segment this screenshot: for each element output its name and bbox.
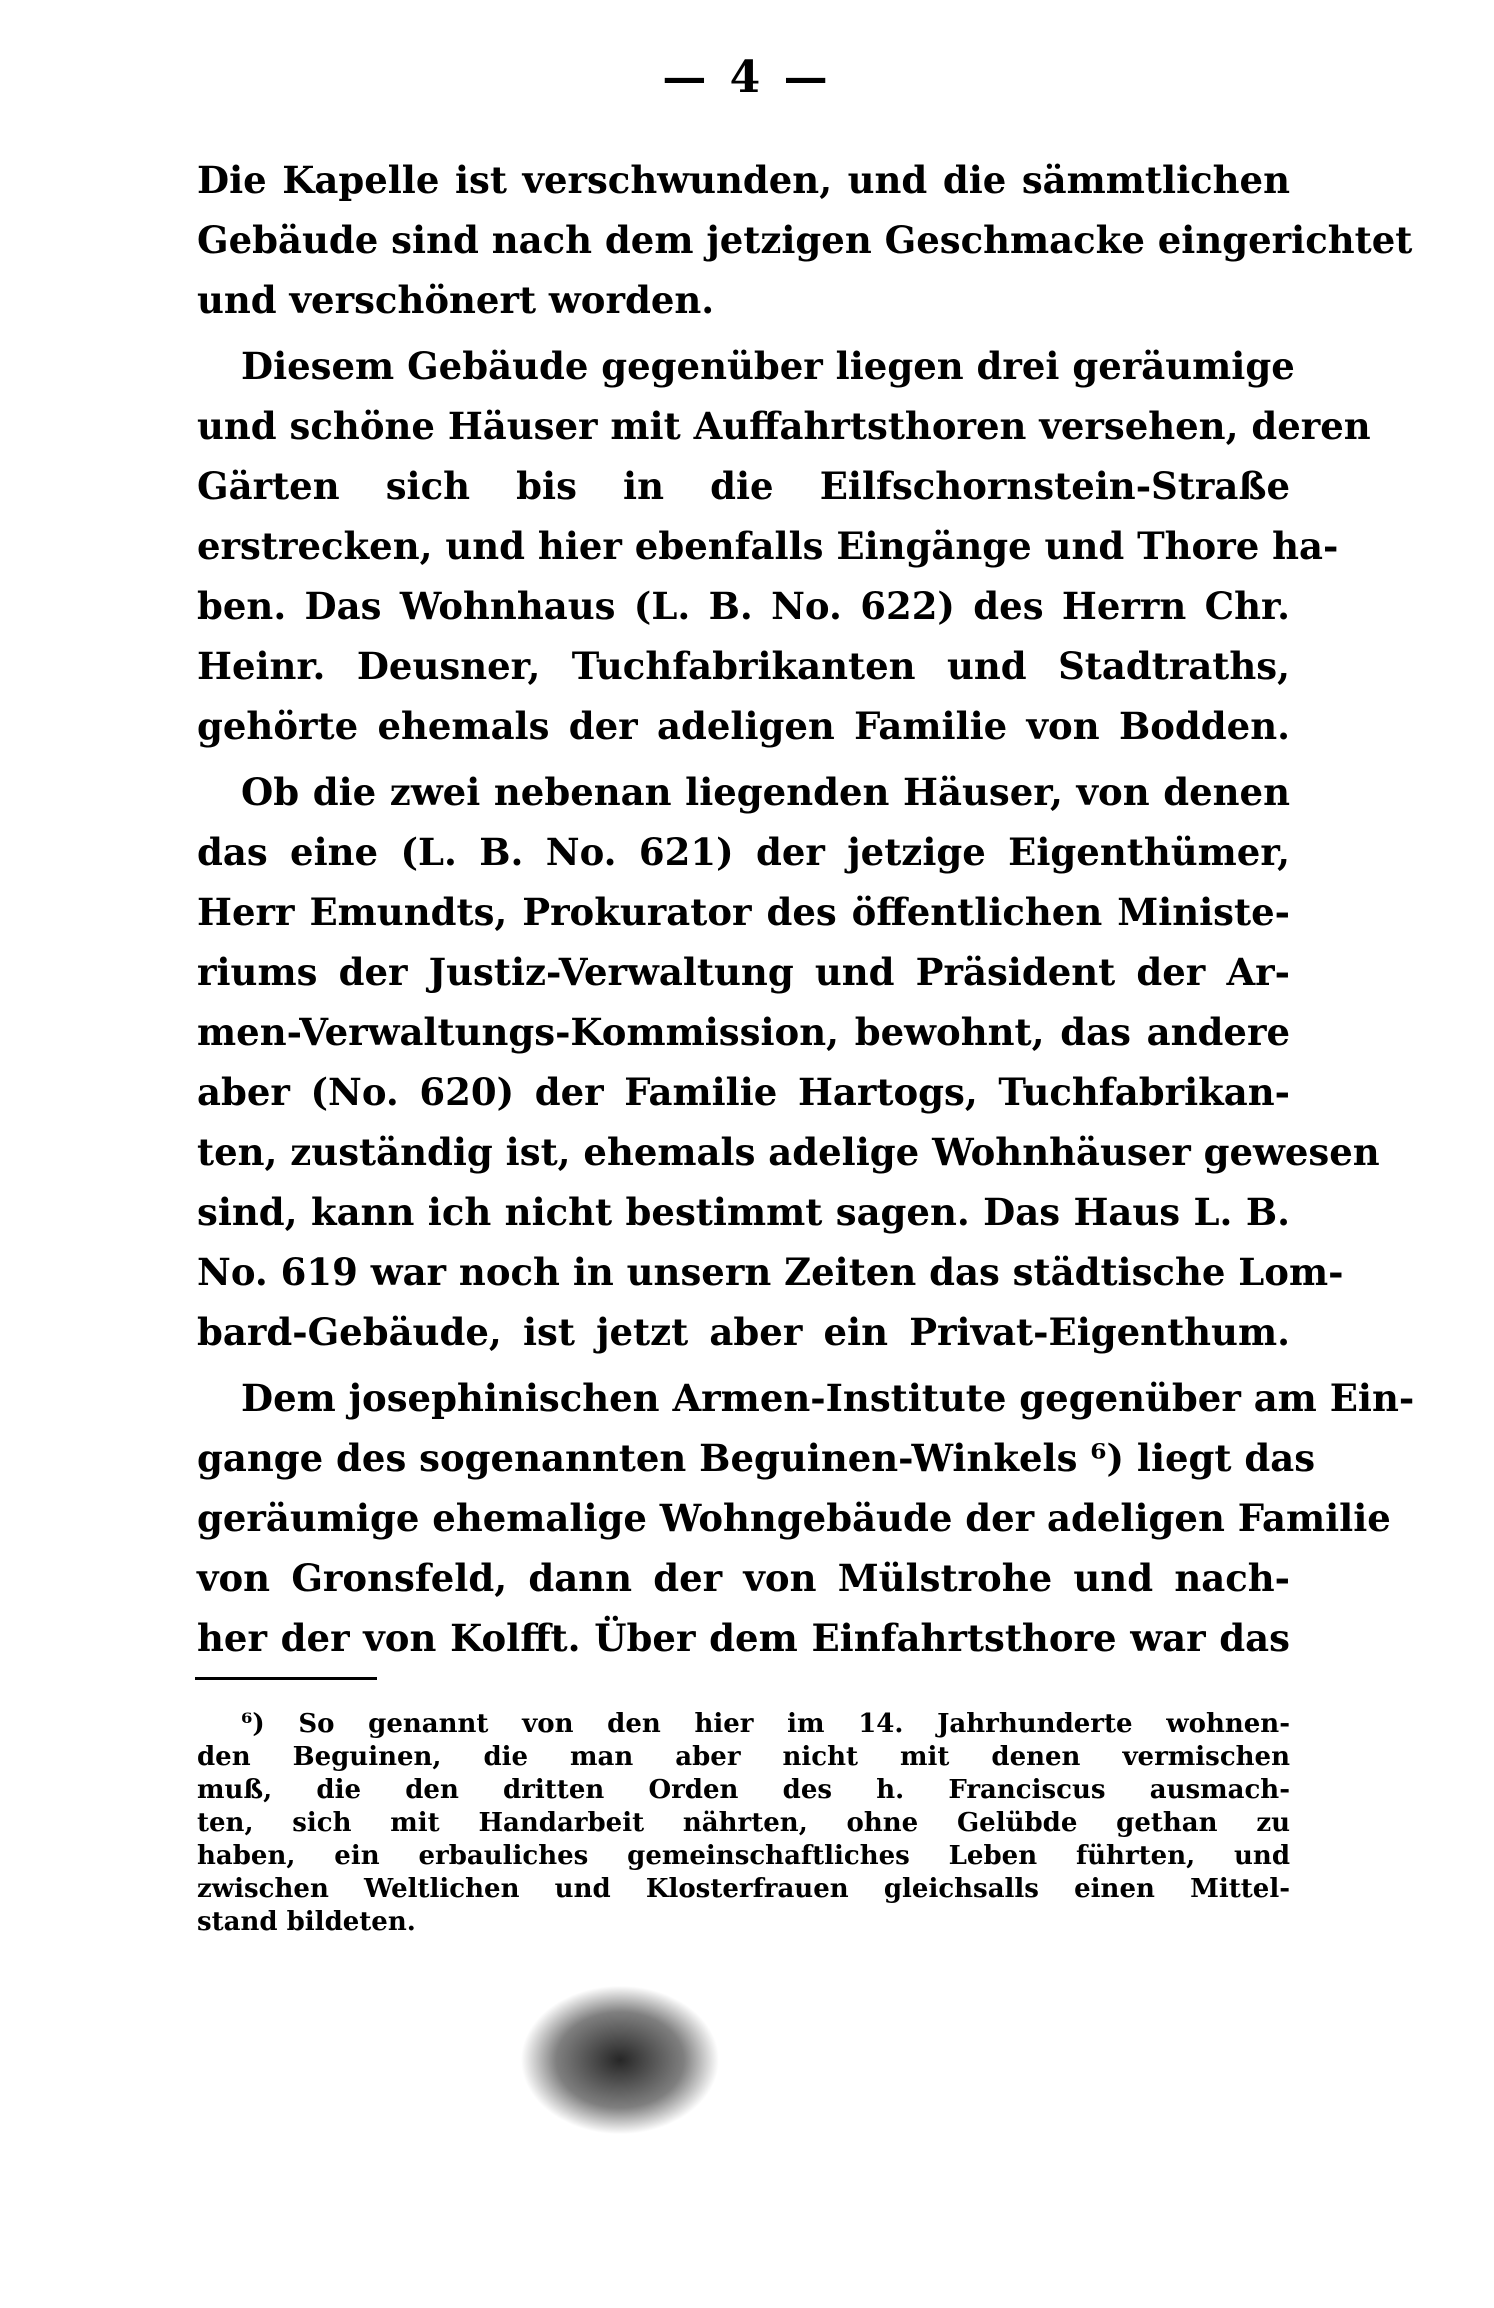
paragraph (197, 762, 1380, 1362)
text-line: erstrecken, und hier ebenfalls Eingänge und Thore ha- (197, 524, 1339, 568)
text-line: bard-Gebäude, ist jetzt aber ein Privat-Eigenthum. (197, 1310, 1290, 1354)
footnote-line: muß, die den dritten Orden des h. Franciscus ausmach- (197, 1775, 1290, 1805)
text-line: Gärten sich bis in die Eilfschornstein-Straße (197, 464, 1290, 508)
text-line: gehörte ehemals der adeligen Familie von Bodden. (197, 704, 1290, 748)
paragraph (197, 150, 1413, 330)
text-line: das eine (L. B. No. 621) der jetzige Eigenthümer, (197, 830, 1290, 874)
text-line: Dem josephinischen Armen-Institute gegenüber am Ein- (241, 1376, 1415, 1420)
text-line: geräumige ehemalige Wohngebäude der adeligen Familie (197, 1496, 1391, 1540)
footnote-line: ten, sich mit Handarbeit nährten, ohne Gelübde gethan zu (197, 1808, 1290, 1838)
footnote-line: den Beguinen, die man aber nicht mit denen vermischen (197, 1742, 1290, 1772)
footnote-divider (195, 1677, 377, 1680)
text-line: riums der Justiz-Verwaltung und Präsident der Ar- (197, 950, 1290, 994)
footnote-line: ⁶) So genannt von den hier im 14. Jahrhunderte wohnen- (241, 1709, 1290, 1739)
text-line: ten, zuständig ist, ehemals adelige Wohnhäuser gewesen (197, 1130, 1380, 1174)
text-line: her der von Kolfft. Über dem Einfahrtsthore war das (197, 1616, 1290, 1660)
footnote-line: haben, ein erbauliches gemeinschaftliches Leben führten, und (197, 1841, 1290, 1871)
footnote-line: stand bildeten. (197, 1907, 416, 1937)
text-line: sind, kann ich nicht bestimmt sagen. Das Haus L. B. (197, 1190, 1290, 1234)
paragraph (197, 1368, 1415, 1668)
paragraph (197, 336, 1371, 756)
text-line: Die Kapelle ist verschwunden, und die sämmtlichen (197, 158, 1290, 202)
text-line: von Gronsfeld, dann der von Mülstrohe und nach- (197, 1556, 1290, 1600)
main-text (197, 150, 1415, 1674)
text-line: Gebäude sind nach dem jetzigen Geschmacke eingerichtet (197, 218, 1413, 262)
text-line: Diesem Gebäude gegenüber liegen drei geräumige (241, 344, 1295, 388)
text-line: Ob die zwei nebenan liegenden Häuser, von denen (241, 770, 1290, 814)
text-line: und schöne Häuser mit Auffahrtsthoren versehen, deren (197, 404, 1371, 448)
text-line: Heinr. Deusner, Tuchfabrikanten und Stadtraths, (197, 644, 1290, 688)
text-line: aber (No. 620) der Familie Hartogs, Tuchfabrikan- (197, 1070, 1290, 1114)
text-line: Herr Emundts, Prokurator des öffentlichen Ministe- (197, 890, 1290, 934)
footnote (197, 1708, 1290, 1939)
text-line: gange des sogenannten Beguinen-Winkels ⁶) liegt das (197, 1436, 1316, 1480)
footnote-line: zwischen Weltlichen und Klosterfrauen gleichsalls einen Mittel- (197, 1874, 1290, 1904)
ink-smudge (520, 1985, 720, 2135)
text-line: No. 619 war noch in unsern Zeiten das städtische Lom- (197, 1250, 1344, 1294)
text-line: ben. Das Wohnhaus (L. B. No. 622) des Herrn Chr. (197, 584, 1290, 628)
text-line: und verschönert worden. (197, 278, 715, 322)
text-line: men-Verwaltungs-Kommission, bewohnt, das andere (197, 1010, 1290, 1054)
page-number: — 4 — (662, 52, 832, 103)
